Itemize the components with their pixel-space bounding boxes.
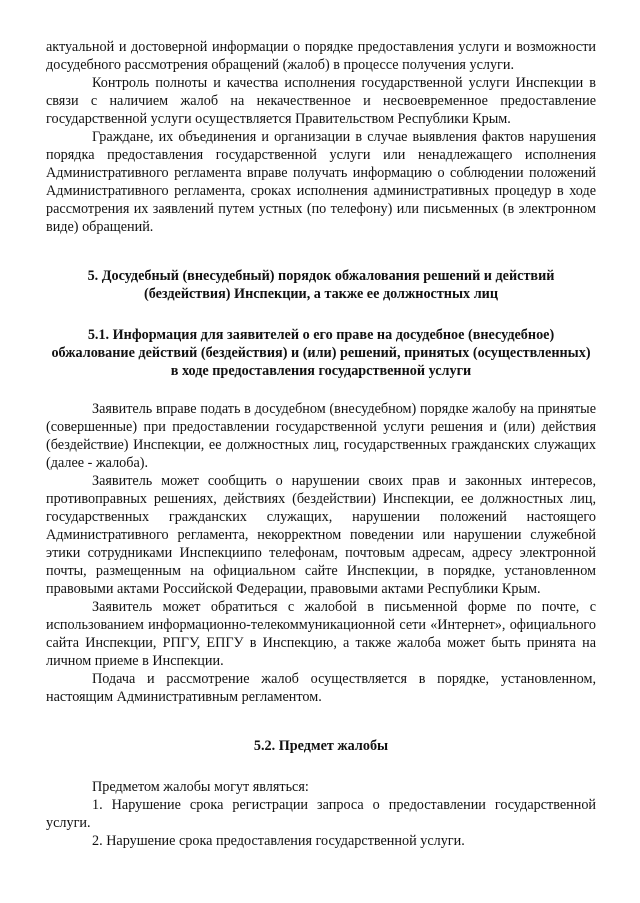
list-item: 1. Нарушение срока регистрации запроса о предоставлении государственной услуги. — [46, 797, 596, 831]
paragraph: Заявитель может сообщить о нарушении своих прав и законных интересов, противоправных решениях, действиях (бездействии) Инспекции, ее должностных лиц, государственных гражданских служащих, нарушении положений настоящего Административного регламента, некорректном поведении или нарушении служебной этики сотрудниками Инспекциипо телефонам, почтовым адресам, адресу электронной почты, размещенным на официальном сайте Инспекции, в порядке, установленном правовыми актами Российской Федерации, правовыми актами Республики Крым. — [46, 473, 596, 597]
paragraph: Заявитель может обратиться с жалобой в письменной форме по почте, с использованием информационно-телекоммуникационной сети «Интернет», официального сайта Инспекции, РПГУ, ЕПГУ в Инспекцию, а также жалоба может быть принята на личном приеме в Инспекции. — [46, 599, 596, 669]
paragraph: Заявитель вправе подать в досудебном (внесудебном) порядке жалобу на принятые (совершенные) при предоставлении государственной услуги решения и (или) действия (бездействие) Инспекции, ее должностных лиц, государственных гражданских служащих (далее - жалоба). — [46, 401, 596, 471]
subsection-heading: 5.1. Информация для заявителей о его праве на досудебное (внесудебное) обжалование действий (бездействия) и (или) решений, принятых (осуществленных) в ходе предоставления государственной услуги — [51, 327, 591, 379]
paragraph: Граждане, их объединения и организации в случае выявления фактов нарушения порядка предоставления государственной услуги или ненадлежащего исполнения Административного регламента вправе получать информацию о соблюдении положений Административного регламента, сроках исполнения административных процедур в ходе рассмотрения их заявлений путем устных (по телефону) или письменных (в электронном виде) обращений. — [46, 129, 596, 235]
section-heading: 5. Досудебный (внесудебный) порядок обжалования решений и действий (бездействия) Инспекции, а также ее должностных лиц — [87, 268, 555, 302]
paragraph: Предметом жалобы могут являться: — [92, 779, 309, 795]
subsection-heading: 5.2. Предмет жалобы — [253, 738, 389, 754]
paragraph: Подача и рассмотрение жалоб осуществляется в порядке, установленном, настоящим Административным регламентом. — [46, 671, 596, 705]
paragraph: актуальной и достоверной информации о порядке предоставления услуги и возможности досудебного рассмотрения обращений (жалоб) в процессе получения услуги. — [46, 39, 596, 73]
list-item: 2. Нарушение срока предоставления государственной услуги. — [92, 833, 465, 849]
paragraph: Контроль полноты и качества исполнения государственной услуги Инспекции в связи с наличием жалоб на некачественное и несвоевременное предоставление государственной услуги осуществляется Правительством Республики Крым. — [46, 75, 596, 127]
